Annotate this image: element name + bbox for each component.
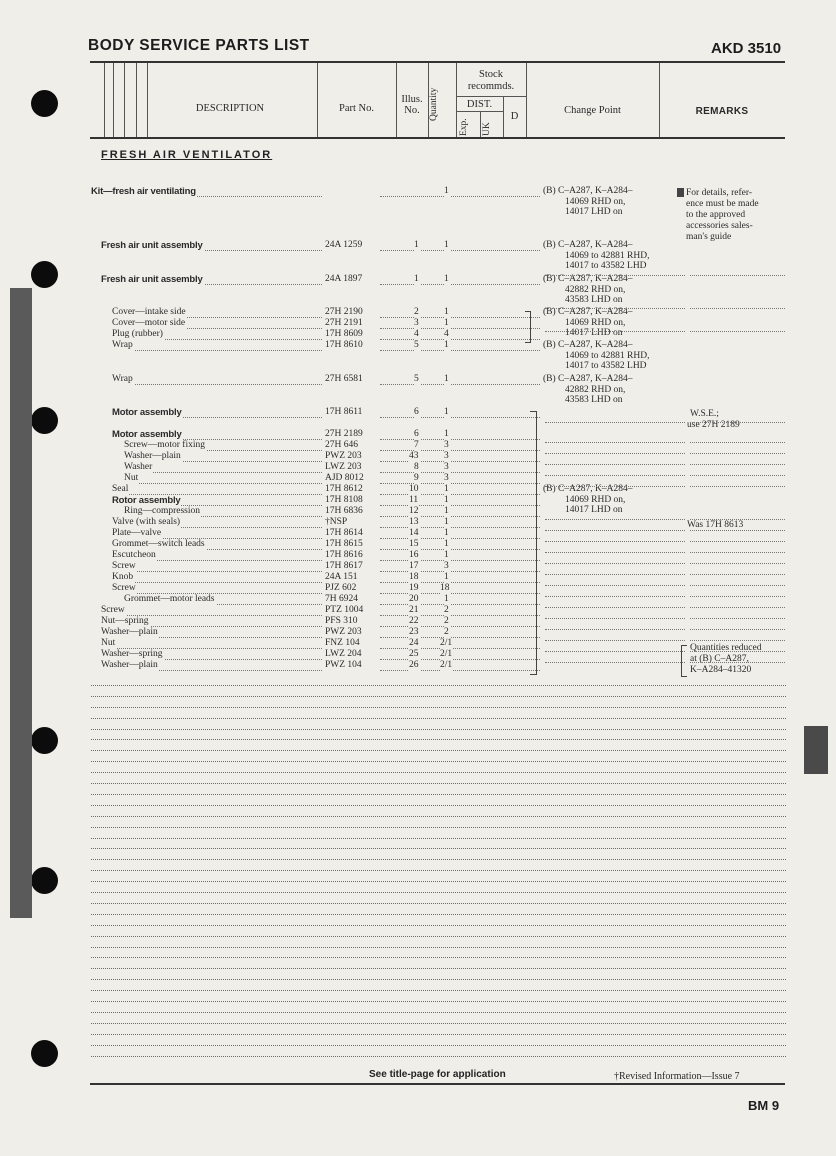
guide-line [690,595,785,597]
part-number: LWZ 204 [325,649,362,659]
quantity: 2/1 [440,638,453,648]
quantity: 1 [444,484,449,494]
binder-hole [31,727,58,754]
col-uk: UK [482,122,492,136]
quantity: 1 [444,374,449,384]
quantity: 2 [444,605,449,615]
ruled-line [91,1011,786,1013]
part-number: PJZ 602 [325,583,357,593]
col-exp: Exp. [459,118,469,136]
guide-line [545,628,685,630]
part-description: Screw [101,605,125,615]
quantity: 18 [440,583,450,593]
part-description: Motor assembly [112,429,182,440]
part-number: 17H 8609 [325,329,363,339]
part-description: Screw [112,561,136,571]
guide-line [690,474,785,476]
guide-line [690,529,785,531]
guide-line [545,617,685,619]
change-point-line: 14017 LHD on [565,328,623,338]
part-number: FNZ 104 [325,638,360,648]
change-point-line: 14017 LHD on [565,207,623,217]
guide-line [690,485,785,487]
section-title: FRESH AIR VENTILATOR [101,149,273,161]
ruled-line [91,1033,786,1035]
illustration-number: 25 [409,649,419,659]
part-description: Plug (rubber) [112,329,163,339]
part-description: Fresh air unit assembly [101,274,203,285]
illustration-number: 21 [409,605,419,615]
part-number: 17H 8610 [325,340,363,350]
ruled-line [91,946,786,948]
guide-line [690,551,785,553]
part-number: 27H 646 [325,440,358,450]
change-point-line: 14069 RHD on, [565,494,626,505]
ruled-line [91,924,786,926]
illustration-number: 8 [414,462,419,472]
quantity: 1 [444,517,449,527]
part-description: Washer—plain [101,660,158,670]
illustration-number: 15 [409,539,419,549]
illustration-number: 4 [414,329,419,339]
ruled-line [91,1055,786,1057]
part-number: 17H 8611 [325,407,363,417]
quantity: 1 [444,539,449,549]
remark-kit-4: accessories sales- [686,221,753,231]
change-point-line: 43583 LHD on [565,295,623,305]
illustration-number: 16 [409,550,419,560]
part-number: AJD 8012 [325,473,364,483]
index-tab-right [804,726,828,774]
leader-dots [112,383,322,385]
illustration-number: 5 [414,374,419,384]
ruled-line [91,793,786,795]
ruled-line [91,935,786,937]
guide-line [545,474,685,476]
ruled-line [91,858,786,860]
change-point-line: (B) C–A287, K–A284– [543,186,633,196]
ruled-line [91,738,786,740]
ruled-line [91,749,786,751]
table-row [0,340,836,351]
quantity: 2/1 [440,660,453,670]
part-description: Nut [124,473,139,483]
ruled-line [91,695,786,697]
guide-line [545,485,685,487]
guide-line [690,518,785,520]
ruled-line [91,1000,786,1002]
col-illus-no-1: Illus. [401,94,423,105]
change-point-line: 14017 to 43582 LHD [565,261,647,271]
guide-line [545,421,685,423]
illustration-number: 1 [414,240,419,250]
change-point-line: 14069 RHD on, [565,317,626,328]
quantity: 3 [444,473,449,483]
ruled-line [91,826,786,828]
change-point-line: (B) C–A287, K–A284– [543,484,633,494]
guide-line [690,540,785,542]
part-description: Washer—plain [124,451,181,461]
guide-line [690,584,785,586]
guide-line [690,628,785,630]
part-description: Ring—compression [124,506,200,516]
remark-kit-2: ence must be made [686,199,759,209]
part-description: Nut—spring [101,616,149,626]
illustration-number: 12 [409,506,419,516]
quantity: 1 [444,506,449,516]
change-point-line: 42882 RHD on, [565,384,626,395]
guide-line [545,330,685,332]
binder-hole [31,1040,58,1067]
quantity: 3 [444,462,449,472]
guide-line [690,562,785,564]
remark-wse-2: use 27H 2189 [687,420,740,430]
table-row [0,506,836,517]
illustration-number: 2 [414,307,419,317]
remark-was: Was 17H 8613 [687,520,744,530]
illustration-number: 26 [409,660,419,670]
illustration-number: 9 [414,473,419,483]
illustration-number: 20 [409,594,419,604]
part-description: Nut [101,638,116,648]
ruled-line [91,989,786,991]
ruled-line [91,880,786,882]
illustration-number: 7 [414,440,419,450]
part-number: 17H 6836 [325,506,363,516]
remark-qty-2: at (B) C–A287, [690,654,749,664]
illustration-number: 1 [414,274,419,284]
ruled-line [91,869,786,871]
remark-qty-3: K–A284–41320 [690,665,752,675]
part-description: Grommet—switch leads [112,539,205,549]
part-number: PFS 310 [325,616,358,626]
part-description: Washer [124,462,153,472]
quantity: 1 [444,528,449,538]
part-number: LWZ 203 [325,462,362,472]
quantity: 1 [444,550,449,560]
guide-line [545,562,685,564]
leader-dots [380,195,540,197]
ruled-line [91,891,786,893]
guide-line [690,639,785,641]
guide-line [690,441,785,443]
guide-line [545,584,685,586]
part-description: Wrap [112,340,133,350]
column-divider [124,63,125,137]
marker-square [677,188,684,197]
table-row [0,318,836,329]
part-number: 17H 8615 [325,539,363,549]
illustration-number: 14 [409,528,419,538]
change-point-line: 14069 to 42881 RHD, [565,250,650,261]
col-dist: DIST. [466,99,493,110]
part-description: Valve (with seals) [112,517,181,527]
column-divider [526,63,527,137]
guide-line [545,650,685,652]
guide-line [545,595,685,597]
guide-line [690,463,785,465]
guide-line [545,573,685,575]
table-row [0,429,836,440]
footer-application-note: See title-page for application [369,1069,506,1080]
ruled-line [91,902,786,904]
part-description: Cover—motor side [112,318,186,328]
part-description: Fresh air unit assembly [101,240,203,251]
col-stock-2: recommds. [467,81,515,92]
col-illus-no-2: No. [404,105,420,116]
column-divider [317,63,318,137]
remark-qty-1: Quantities reduced [690,643,762,653]
guide-line [545,441,685,443]
guide-line [545,551,685,553]
part-number: PWZ 104 [325,660,362,670]
quantity: 1 [444,274,449,284]
leader-dots [112,349,322,351]
illustration-number: 3 [414,318,419,328]
leader-dots [380,349,540,351]
page-title: BODY SERVICE PARTS LIST [88,37,310,54]
part-description: Washer—spring [101,649,163,659]
guide-line [545,274,685,276]
change-point-line: 14069 RHD on, [565,196,626,207]
part-number: 17H 8616 [325,550,363,560]
quantity: 1 [444,240,449,250]
ruled-line [91,978,786,980]
part-description: Knob [112,572,134,582]
quantity: 1 [444,594,449,604]
column-divider [113,63,114,137]
leader-dots [380,416,540,418]
part-description: Kit—fresh air ventilating [91,186,196,197]
part-description: Cover—intake side [112,307,186,317]
part-number: †NSP [325,517,348,527]
part-description: Escutcheon [112,550,156,560]
quantity: 2 [444,627,449,637]
quantity: 1 [444,318,449,328]
guide-line [545,639,685,641]
change-point-line: 14017 to 43582 LHD [565,361,647,371]
ruled-line [91,913,786,915]
illustration-number: 6 [414,429,419,439]
stock-divider [456,96,526,97]
col-part-no: Part No. [339,103,374,114]
binder-hole [31,867,58,894]
document-code: AKD 3510 [711,40,782,57]
header-bottom-rule [90,137,785,139]
illustration-number: 23 [409,627,419,637]
column-divider [104,63,105,137]
leader-dots [380,669,540,671]
guide-line [545,529,685,531]
illustration-number: 13 [409,517,419,527]
quantity: 3 [444,451,449,461]
remark-kit-1: For details, refer- [686,188,753,198]
change-point-line: 42882 RHD on, [565,284,626,295]
column-divider [659,63,660,137]
col-quantity: Quantity [429,87,439,121]
remark-wse-1: W.S.E.; [690,409,719,419]
group-bracket [530,411,537,675]
quantity: 1 [444,429,449,439]
guide-line [690,330,785,332]
change-point-line: 43583 LHD on [565,395,623,405]
guide-line [690,617,785,619]
quantity: 1 [444,572,449,582]
part-number: PWZ 203 [325,451,362,461]
part-description: Grommet—motor leads [124,594,215,604]
col-change-point: Change Point [564,105,621,116]
part-number: PTZ 1004 [325,605,364,615]
part-description: Washer—plain [101,627,158,637]
quantity: 1 [444,307,449,317]
group-bracket [525,311,531,343]
remark-kit-5: man's guide [686,232,732,242]
col-description: DESCRIPTION [195,103,265,114]
guide-line [690,606,785,608]
column-divider [480,112,481,137]
guide-line [545,452,685,454]
quantity: 1 [444,407,449,417]
guide-line [545,606,685,608]
ruled-line [91,1044,786,1046]
illustration-number: 5 [414,340,419,350]
page-number: BM 9 [748,1098,780,1113]
guide-line [545,540,685,542]
ruled-line [91,956,786,958]
ruled-line [91,728,786,730]
table-row [0,495,836,506]
part-number: 17H 8612 [325,484,363,494]
ruled-line [91,760,786,762]
illustration-number: 17 [409,561,419,571]
part-number: 17H 8614 [325,528,363,538]
binder-hole [31,90,58,117]
part-description: Seal [112,484,129,494]
quantity: 3 [444,561,449,571]
part-description: Wrap [112,374,133,384]
part-number: 24A 1897 [325,274,363,284]
ruled-line [91,717,786,719]
part-number: 7H 6924 [325,594,358,604]
guide-line [690,274,785,276]
quantity: 2 [444,616,449,626]
guide-line [690,421,785,423]
illustration-number: 18 [409,572,419,582]
part-number: 27H 2191 [325,318,363,328]
illustration-number: 22 [409,616,419,626]
part-number: 24A 151 [325,572,358,582]
quantity: 2/1 [440,649,453,659]
footer-rule [90,1083,785,1085]
ruled-line [91,847,786,849]
illustration-number: 6 [414,407,419,417]
leader-dots [380,249,540,251]
quantity: 4 [444,329,449,339]
illustration-number: 19 [409,583,419,593]
ruled-line [91,804,786,806]
part-number: 27H 2189 [325,429,363,439]
quantity: 1 [444,186,449,196]
leader-dots [380,383,540,385]
change-point-line: 14017 LHD on [565,505,623,515]
change-point-line: (B) C–A287, K–A284– [543,240,633,250]
change-point-line: 14069 to 42881 RHD, [565,350,650,361]
remark-kit-3: to the approved [686,210,746,220]
column-divider [136,63,137,137]
quantity: 1 [444,340,449,350]
guide-line [545,463,685,465]
guide-line [690,452,785,454]
change-point-line: (B) C–A287, K–A284– [543,274,633,284]
col-d: D [510,111,519,122]
change-point-line: (B) C–A287, K–A284– [543,307,633,317]
part-number: 27H 2190 [325,307,363,317]
guide-line [690,307,785,309]
illustration-number: 10 [409,484,419,494]
illustration-number: 24 [409,638,419,648]
ruled-line [91,684,786,686]
part-number: 24A 1259 [325,240,363,250]
guide-line [545,307,685,309]
ruled-line [91,815,786,817]
guide-line [545,661,685,663]
change-point-line: (B) C–A287, K–A284– [543,340,633,350]
table-row [0,374,836,385]
leader-dots [380,283,540,285]
col-stock-1: Stock [479,69,503,80]
column-divider [147,63,148,137]
part-description: Screw [112,583,136,593]
ruled-line [91,1022,786,1024]
quantity: 1 [444,495,449,505]
part-number: 27H 6581 [325,374,363,384]
guide-line [545,518,685,520]
ruled-line [91,837,786,839]
header-top-rule [90,61,785,63]
part-number: 17H 8617 [325,561,363,571]
ruled-line [91,782,786,784]
ruled-line [91,967,786,969]
guide-line [690,661,785,663]
part-description: Screw—motor fixing [124,440,206,450]
footer-revision-note: †Revised Information—Issue 7 [614,1071,740,1082]
illustration-number: 11 [409,495,419,505]
change-point-line: (B) C–A287, K–A284– [543,374,633,384]
part-description: Rotor assembly [112,495,181,506]
part-description: Motor assembly [112,407,182,418]
quantity: 3 [444,440,449,450]
part-description: Plate—valve [112,528,162,538]
col-remarks: REMARKS [695,106,749,117]
illustration-number: 43 [409,451,419,461]
part-number: PWZ 203 [325,627,362,637]
ruled-line [91,771,786,773]
ruled-line [91,706,786,708]
part-number: 17H 8108 [325,495,363,505]
guide-line [690,573,785,575]
guide-line [690,650,785,652]
